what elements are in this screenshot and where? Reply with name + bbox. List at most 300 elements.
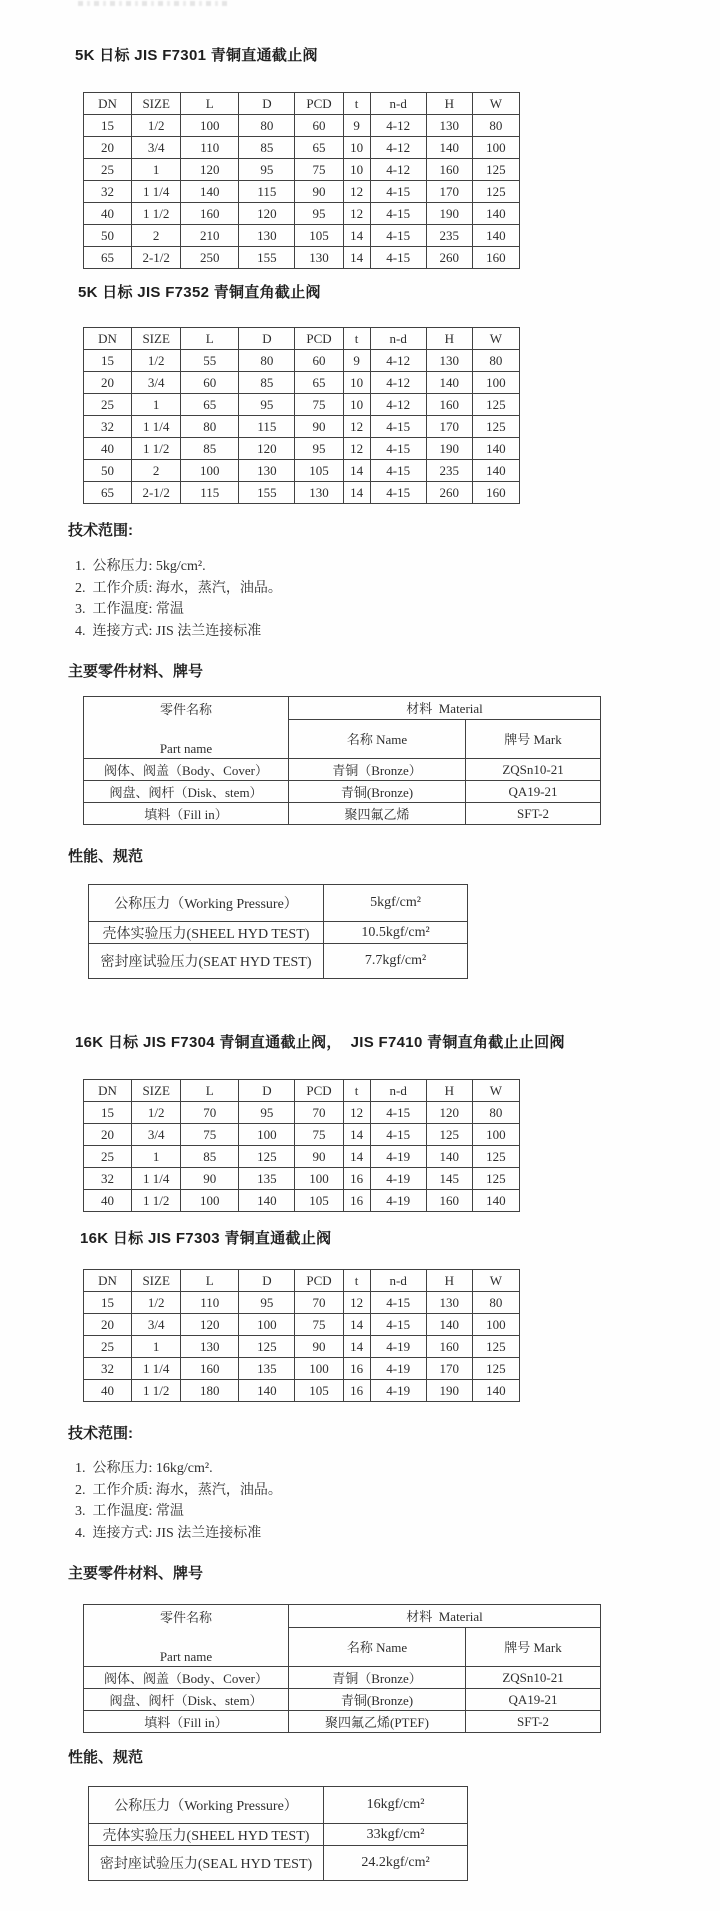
table-cell: 120 xyxy=(239,203,295,225)
table-cell: 16 xyxy=(343,1380,370,1402)
heading-materials-16k: 主要零件材料、牌号 xyxy=(68,1565,204,1582)
table-cell: 140 xyxy=(472,460,519,482)
table-cell: 130 xyxy=(239,225,295,247)
table-cell: 32 xyxy=(84,1168,132,1190)
heading-16k-f7304: 16K 日标 JIS F7304 青铜直通截止阀， JIS F7410 青铜直角截止止回阀 xyxy=(75,1034,565,1051)
table-cell: 85 xyxy=(181,1146,239,1168)
table-cell: SFT-2 xyxy=(466,803,601,825)
table-cell: 12 xyxy=(343,181,370,203)
table-cell: 80 xyxy=(181,416,239,438)
table-cell: 壳体实验压力(SHEEL HYD TEST) xyxy=(89,922,324,944)
table-cell: 130 xyxy=(426,1292,472,1314)
table-cell: 115 xyxy=(239,181,295,203)
table-cell: 16kgf/cm² xyxy=(324,1787,468,1824)
table-cell: 4-19 xyxy=(370,1190,426,1212)
header-cell: D xyxy=(239,93,295,115)
table-cell: 105 xyxy=(295,225,343,247)
table-cell: 95 xyxy=(295,438,343,460)
table-row xyxy=(84,781,601,803)
table-cell: 14 xyxy=(343,482,370,504)
table-cell: 12 xyxy=(343,438,370,460)
table-cell: 100 xyxy=(472,137,519,159)
header-cell: DN xyxy=(84,328,132,350)
table-cell: 4-15 xyxy=(370,1102,426,1124)
table-cell: 130 xyxy=(295,247,343,269)
tech-list-item: 4. 连接方式: JIS 法兰连接标准 xyxy=(75,1525,262,1541)
header-cell: W xyxy=(472,1270,519,1292)
table-cell: 青铜（Bronze） xyxy=(289,759,466,781)
table-cell: 40 xyxy=(84,1380,132,1402)
header-cell: L xyxy=(181,1080,239,1102)
header-cell: DN xyxy=(84,1270,132,1292)
table-cell: 32 xyxy=(84,181,132,203)
table-cell: 155 xyxy=(239,247,295,269)
table-cell: 7.7kgf/cm² xyxy=(324,944,468,979)
table-cell: 125 xyxy=(472,181,519,203)
table-cell: 160 xyxy=(181,1358,239,1380)
heading-tech-scope-16k: 技术范围: xyxy=(68,1425,133,1442)
heading-materials-5k: 主要零件材料、牌号 xyxy=(68,663,204,680)
header-cell: D xyxy=(239,328,295,350)
table-cell: 4-15 xyxy=(370,1314,426,1336)
table-row xyxy=(84,759,601,781)
table-cell: 14 xyxy=(343,1146,370,1168)
table-cell: 4-12 xyxy=(370,137,426,159)
part-name-en: Part name xyxy=(159,741,213,756)
table-cell: 125 xyxy=(472,1358,519,1380)
table-cell: 140 xyxy=(181,181,239,203)
table-row xyxy=(84,1168,520,1190)
table-cell: 90 xyxy=(181,1168,239,1190)
table-cell: 125 xyxy=(472,394,519,416)
table-row xyxy=(89,944,468,979)
table-cell: 1 xyxy=(132,159,181,181)
table-cell: 140 xyxy=(239,1190,295,1212)
table-cell: 140 xyxy=(472,438,519,460)
table-cell: 1 1/2 xyxy=(132,1380,181,1402)
table-row xyxy=(84,803,601,825)
table-cell: 85 xyxy=(239,372,295,394)
table-cell: 12 xyxy=(343,1102,370,1124)
header-cell: DN xyxy=(84,1080,132,1102)
table-cell: 100 xyxy=(472,1314,519,1336)
part-name-en: Part name xyxy=(159,1649,213,1664)
table-cell: 3/4 xyxy=(132,137,181,159)
table-cell: 4-19 xyxy=(370,1168,426,1190)
table-cell: 75 xyxy=(295,159,343,181)
table-cell: 100 xyxy=(295,1168,343,1190)
table-cell: 65 xyxy=(84,482,132,504)
table-cell: 70 xyxy=(181,1102,239,1124)
table-cell: 4-15 xyxy=(370,247,426,269)
material-header-cell: 材料 Material xyxy=(289,697,601,720)
table-row xyxy=(84,1667,601,1689)
table-cell: 50 xyxy=(84,460,132,482)
table-cell: 4-12 xyxy=(370,159,426,181)
table-cell: SFT-2 xyxy=(466,1711,601,1733)
table-cell: 105 xyxy=(295,460,343,482)
dimension-table-f7304 xyxy=(83,1079,520,1212)
table-cell: 235 xyxy=(426,460,472,482)
header-cell: H xyxy=(426,328,472,350)
table-cell: 250 xyxy=(181,247,239,269)
table-header-row xyxy=(84,328,520,350)
table-cell: 24.2kgf/cm² xyxy=(324,1846,468,1881)
table-cell: 1 1/2 xyxy=(132,438,181,460)
table-row xyxy=(89,922,468,944)
table-cell: 70 xyxy=(295,1292,343,1314)
table-cell: 4-15 xyxy=(370,482,426,504)
table-cell: 125 xyxy=(472,1146,519,1168)
table-cell: 40 xyxy=(84,1190,132,1212)
table-cell: 75 xyxy=(295,1314,343,1336)
performance-table-5k xyxy=(88,884,468,979)
table-row xyxy=(84,394,520,416)
table-cell: 1 xyxy=(132,1336,181,1358)
tech-scope-list-5k xyxy=(75,556,282,642)
table-cell: 180 xyxy=(181,1380,239,1402)
table-cell: 130 xyxy=(426,350,472,372)
table-cell: 12 xyxy=(343,1292,370,1314)
table-cell: 95 xyxy=(239,159,295,181)
part-name-header-cell xyxy=(84,697,289,759)
table-row xyxy=(84,1711,601,1733)
table-row xyxy=(89,1846,468,1881)
table-cell: 110 xyxy=(181,1292,239,1314)
header-cell: t xyxy=(343,1080,370,1102)
table-cell: 40 xyxy=(84,438,132,460)
table-row xyxy=(84,159,520,181)
table-cell: 160 xyxy=(426,1190,472,1212)
dimension-table-f7303 xyxy=(83,1269,520,1402)
table-row xyxy=(84,225,520,247)
table-cell: 4-19 xyxy=(370,1380,426,1402)
table-cell: 聚四氟乙烯 xyxy=(289,803,466,825)
tech-scope-list-16k xyxy=(75,1458,282,1544)
table-cell: 1/2 xyxy=(132,115,181,137)
table-cell: 2 xyxy=(132,225,181,247)
table-cell: 90 xyxy=(295,1336,343,1358)
table-cell: 32 xyxy=(84,416,132,438)
table-cell: 20 xyxy=(84,1124,132,1146)
table-cell: 80 xyxy=(472,115,519,137)
tech-list-item: 3. 工作温度: 常温 xyxy=(75,602,184,617)
table-cell: 70 xyxy=(295,1102,343,1124)
table-cell: 40 xyxy=(84,203,132,225)
table-cell: 25 xyxy=(84,159,132,181)
tech-list-item: 2. 工作介质: 海水，蒸汽，油品。 xyxy=(75,580,282,596)
table-cell: 1 1/4 xyxy=(132,1358,181,1380)
header-cell: W xyxy=(472,1080,519,1102)
header-cell: D xyxy=(239,1080,295,1102)
table-cell: 4-15 xyxy=(370,181,426,203)
table-header-row xyxy=(84,1605,601,1628)
table-row xyxy=(84,1190,520,1212)
table-cell: QA19-21 xyxy=(466,1689,601,1711)
table-cell: 190 xyxy=(426,203,472,225)
table-cell: 190 xyxy=(426,1380,472,1402)
table-row xyxy=(84,372,520,394)
table-row xyxy=(84,1380,520,1402)
table-cell: 1 1/4 xyxy=(132,416,181,438)
table-cell: 25 xyxy=(84,394,132,416)
table-cell: 2-1/2 xyxy=(132,247,181,269)
table-row xyxy=(84,1689,601,1711)
heading-performance-16k: 性能、规范 xyxy=(68,1749,144,1766)
table-row xyxy=(84,416,520,438)
table-cell: 100 xyxy=(239,1314,295,1336)
cropped-text-artifact xyxy=(78,1,228,6)
table-cell: 160 xyxy=(426,159,472,181)
table-header-row xyxy=(84,1270,520,1292)
table-cell: 160 xyxy=(472,482,519,504)
table-cell: 100 xyxy=(472,372,519,394)
tech-list-item: 2. 工作介质: 海水，蒸汽，油品。 xyxy=(75,1482,282,1498)
part-name-header-cell xyxy=(84,1605,289,1667)
table-cell: 14 xyxy=(343,1124,370,1146)
table-cell: 190 xyxy=(426,438,472,460)
materials-table-5k xyxy=(83,696,601,825)
table-row xyxy=(84,482,520,504)
table-cell: 14 xyxy=(343,460,370,482)
heading-5k-f7301: 5K 日标 JIS F7301 青铜直通截止阀 xyxy=(75,47,318,64)
table-cell: 140 xyxy=(426,1314,472,1336)
materials-table-16k xyxy=(83,1604,601,1733)
table-cell: 65 xyxy=(84,247,132,269)
table-cell: 100 xyxy=(181,460,239,482)
header-cell: t xyxy=(343,1270,370,1292)
table-cell: 32 xyxy=(84,1358,132,1380)
header-cell: L xyxy=(181,93,239,115)
table-cell: 20 xyxy=(84,137,132,159)
table-cell: 145 xyxy=(426,1168,472,1190)
heading-5k-f7352: 5K 日标 JIS F7352 青铜直角截止阀 xyxy=(78,284,321,301)
table-cell: 100 xyxy=(181,1190,239,1212)
table-row xyxy=(84,1146,520,1168)
table-cell: 4-15 xyxy=(370,1124,426,1146)
table-cell: 210 xyxy=(181,225,239,247)
header-cell: SIZE xyxy=(132,328,181,350)
table-cell: 120 xyxy=(426,1102,472,1124)
dimension-table-f7352 xyxy=(83,327,520,504)
table-cell: 3/4 xyxy=(132,1124,181,1146)
table-cell: 10 xyxy=(343,372,370,394)
table-row xyxy=(84,460,520,482)
table-cell: 1 1/2 xyxy=(132,203,181,225)
table-row xyxy=(84,203,520,225)
table-cell: 85 xyxy=(239,137,295,159)
table-cell: 120 xyxy=(181,159,239,181)
table-row xyxy=(84,438,520,460)
table-cell: 16 xyxy=(343,1358,370,1380)
table-cell: 1 1/4 xyxy=(132,181,181,203)
table-cell: 55 xyxy=(181,350,239,372)
table-cell: 15 xyxy=(84,1292,132,1314)
table-row xyxy=(84,247,520,269)
table-cell: 60 xyxy=(181,372,239,394)
table-cell: 65 xyxy=(181,394,239,416)
table-cell: 15 xyxy=(84,350,132,372)
materials-table-header xyxy=(84,1605,601,1667)
table-cell: 75 xyxy=(295,394,343,416)
table-cell: 10 xyxy=(343,394,370,416)
table-row xyxy=(84,1102,520,1124)
table-cell: 170 xyxy=(426,416,472,438)
performance-table-16k xyxy=(88,1786,468,1881)
table-cell: 20 xyxy=(84,372,132,394)
table-cell: 140 xyxy=(426,1146,472,1168)
table-cell: 140 xyxy=(239,1380,295,1402)
table-cell: 公称压力（Working Pressure） xyxy=(89,1787,324,1824)
table-cell: 95 xyxy=(295,203,343,225)
table-cell: 80 xyxy=(472,1102,519,1124)
table-cell: 阀盘、阀杆（Disk、stem） xyxy=(84,781,289,803)
table-cell: 170 xyxy=(426,181,472,203)
table-cell: 青铜(Bronze) xyxy=(289,1689,466,1711)
table-row xyxy=(84,137,520,159)
heading-16k-f7303: 16K 日标 JIS F7303 青铜直通截止阀 xyxy=(80,1230,332,1247)
table-cell: 125 xyxy=(472,1168,519,1190)
table-cell: 100 xyxy=(239,1124,295,1146)
table-cell: 130 xyxy=(239,460,295,482)
table-cell: 4-12 xyxy=(370,394,426,416)
table-cell: 115 xyxy=(239,416,295,438)
table-header-row xyxy=(84,697,601,720)
table-cell: 95 xyxy=(239,1292,295,1314)
table-cell: 青铜(Bronze) xyxy=(289,781,466,803)
header-cell: D xyxy=(239,1270,295,1292)
table-cell: 4-15 xyxy=(370,416,426,438)
tech-list-item: 4. 连接方式: JIS 法兰连接标准 xyxy=(75,623,262,639)
table-cell: 100 xyxy=(472,1124,519,1146)
table-cell: 4-19 xyxy=(370,1358,426,1380)
heading-tech-scope-5k: 技术范围: xyxy=(68,522,133,539)
table-cell: 10.5kgf/cm² xyxy=(324,922,468,944)
header-cell: H xyxy=(426,1080,472,1102)
table-cell: 130 xyxy=(295,482,343,504)
materials-table-header xyxy=(84,697,601,759)
table-cell: 85 xyxy=(181,438,239,460)
table-cell: 140 xyxy=(426,372,472,394)
table-cell: 9 xyxy=(343,115,370,137)
header-cell: SIZE xyxy=(132,1080,181,1102)
table-cell: 155 xyxy=(239,482,295,504)
table-cell: 140 xyxy=(472,1190,519,1212)
table-cell: 4-19 xyxy=(370,1146,426,1168)
table-cell: 填料（Fill in） xyxy=(84,803,289,825)
table-cell: 80 xyxy=(239,115,295,137)
table-cell: 12 xyxy=(343,416,370,438)
material-mark-header-cell: 牌号 Mark xyxy=(466,1627,601,1666)
table-cell: 1 1/2 xyxy=(132,1190,181,1212)
table-cell: 14 xyxy=(343,247,370,269)
table-cell: 9 xyxy=(343,350,370,372)
table-cell: 壳体实验压力(SHEEL HYD TEST) xyxy=(89,1824,324,1846)
table-cell: 170 xyxy=(426,1358,472,1380)
header-cell: PCD xyxy=(295,1080,343,1102)
table-cell: 80 xyxy=(239,350,295,372)
header-cell: PCD xyxy=(295,1270,343,1292)
tech-list-item: 1. 公称压力: 16kg/cm². xyxy=(75,1461,213,1476)
table-cell: 16 xyxy=(343,1190,370,1212)
table-cell: 3/4 xyxy=(132,372,181,394)
table-cell: 110 xyxy=(181,137,239,159)
table-cell: 10 xyxy=(343,137,370,159)
table-cell: 90 xyxy=(295,181,343,203)
table-cell: 14 xyxy=(343,1314,370,1336)
table-cell: 140 xyxy=(426,137,472,159)
table-cell: 14 xyxy=(343,225,370,247)
table-header-row xyxy=(84,93,520,115)
table-cell: 4-15 xyxy=(370,438,426,460)
table-cell: 4-12 xyxy=(370,115,426,137)
table-cell: 16 xyxy=(343,1168,370,1190)
header-cell: W xyxy=(472,328,519,350)
header-cell: H xyxy=(426,1270,472,1292)
table-cell: 4-15 xyxy=(370,1292,426,1314)
table-cell: 125 xyxy=(426,1124,472,1146)
table-cell: 160 xyxy=(181,203,239,225)
table-cell: 1 xyxy=(132,394,181,416)
table-cell: 15 xyxy=(84,1102,132,1124)
table-cell: 140 xyxy=(472,225,519,247)
table-cell: 65 xyxy=(295,137,343,159)
header-cell: PCD xyxy=(295,328,343,350)
table-cell: 4-12 xyxy=(370,372,426,394)
table-cell: 15 xyxy=(84,115,132,137)
table-cell: 10 xyxy=(343,159,370,181)
table-cell: 聚四氟乙烯(PTEF) xyxy=(289,1711,466,1733)
table-cell: 4-15 xyxy=(370,460,426,482)
table-cell: 95 xyxy=(239,1102,295,1124)
table-cell: 25 xyxy=(84,1336,132,1358)
table-cell: 4-15 xyxy=(370,203,426,225)
material-name-header-cell: 名称 Name xyxy=(289,1627,466,1666)
table-row xyxy=(84,1358,520,1380)
table-cell: 120 xyxy=(239,438,295,460)
table-row xyxy=(89,885,468,922)
table-row xyxy=(89,1824,468,1846)
table-header xyxy=(84,328,520,350)
table-cell: ZQSn10-21 xyxy=(466,1667,601,1689)
table-cell: 100 xyxy=(295,1358,343,1380)
table-cell: 公称压力（Working Pressure） xyxy=(89,885,324,922)
table-cell: 密封座试验压力(SEAT HYD TEST) xyxy=(89,944,324,979)
table-cell: 260 xyxy=(426,482,472,504)
table-cell: 105 xyxy=(295,1380,343,1402)
table-cell: ZQSn10-21 xyxy=(466,759,601,781)
table-cell: 125 xyxy=(239,1336,295,1358)
table-row xyxy=(84,350,520,372)
table-cell: 125 xyxy=(472,159,519,181)
table-cell: 140 xyxy=(472,1380,519,1402)
table-cell: 135 xyxy=(239,1168,295,1190)
table-row xyxy=(84,115,520,137)
table-cell: 140 xyxy=(472,203,519,225)
table-cell: 130 xyxy=(426,115,472,137)
table-cell: 95 xyxy=(239,394,295,416)
table-cell: 12 xyxy=(343,203,370,225)
header-cell: SIZE xyxy=(132,93,181,115)
table-cell: 1 xyxy=(132,1146,181,1168)
heading-performance-5k: 性能、规范 xyxy=(68,848,144,865)
table-cell: 20 xyxy=(84,1314,132,1336)
table-cell: 65 xyxy=(295,372,343,394)
table-cell: 80 xyxy=(472,1292,519,1314)
dimension-table-f7301 xyxy=(83,92,520,269)
table-cell: 235 xyxy=(426,225,472,247)
table-cell: 5kgf/cm² xyxy=(324,885,468,922)
